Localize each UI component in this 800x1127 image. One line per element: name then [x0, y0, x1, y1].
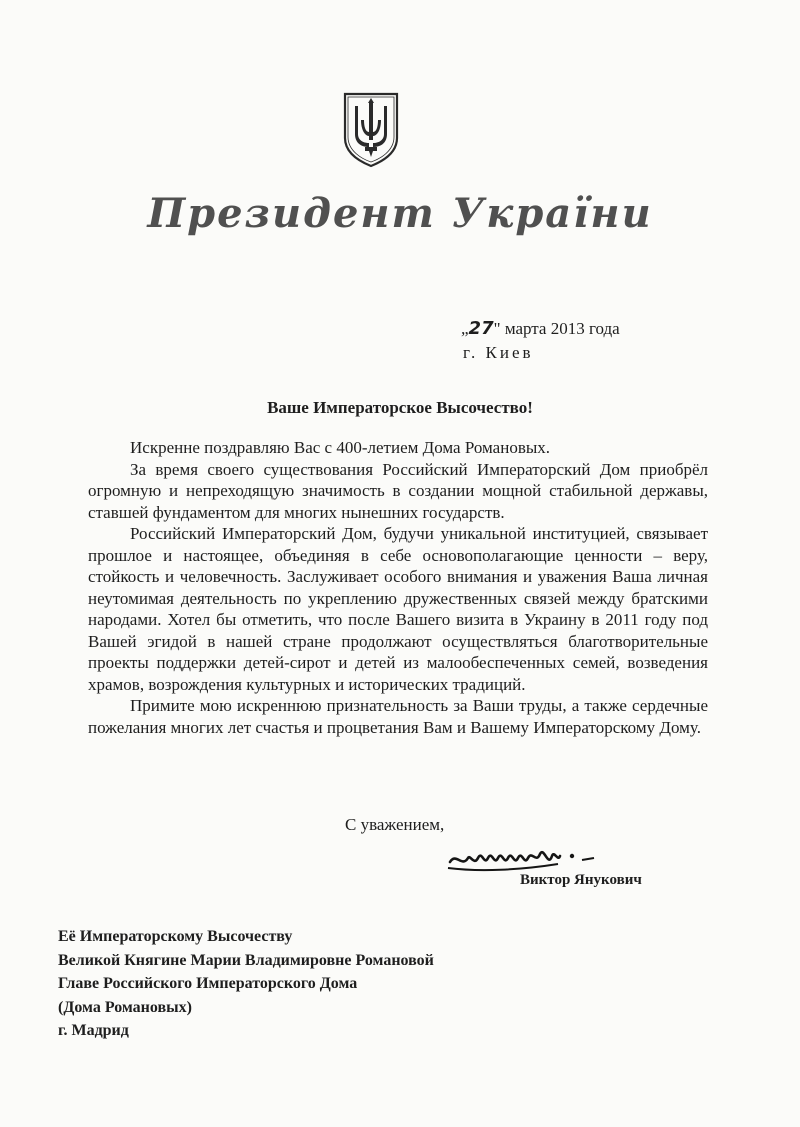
paragraph: Искренне поздравляю Вас с 400-летием Дома Романовых.: [130, 438, 551, 457]
recipient-block: [58, 925, 434, 1043]
recipient-line: г. Мадрид: [58, 1022, 129, 1039]
date-open-quote: „: [461, 319, 469, 338]
date-month-year: марта 2013 года: [504, 319, 620, 338]
letterhead-title: Президент України: [147, 190, 653, 237]
recipient-line: Её Императорскому Высочеству: [58, 928, 293, 945]
signer-name: Виктор Янукович: [520, 872, 642, 888]
date-day: 27: [468, 318, 494, 339]
date-close-quote: ": [493, 319, 501, 338]
closing-phrase: С уважением,: [345, 815, 445, 834]
salutation: Ваше Императорское Высочество!: [267, 398, 533, 417]
letter-date: [461, 318, 620, 339]
letter-city: г. Киев: [463, 343, 534, 362]
letter-body: [88, 437, 708, 738]
paragraph: Российский Императорский Дом, будучи уникальной институцией, связывает прошлое и настоящее, объединяя в себе основополагающие ценности – веру, стойкость и человечность. Заслуживает особого внимания и уважения Ваша личная неутомимая деятельность по укреплению дружественных связей между братскими народами. Хотел бы отметить, что после Вашего визита в Украину в 2011 году под Вашей эгидой в нашей стране продолжают осуществляться благотворительные проекты поддержки детей-сирот и детей из малообеспеченных семей, возведения храмов, возрождения культурных и исторических традиций.: [88, 524, 708, 694]
paragraph: Примите мою искреннюю признательность за Ваши труды, а также сердечные пожелания многих лет счастья и процветания Вам и Вашему Императорскому Дому.: [88, 696, 708, 737]
tryzub-coat-of-arms-icon: [341, 90, 401, 168]
recipient-line: Великой Княгине Марии Владимировне Романовой: [58, 951, 434, 969]
paragraph: За время своего существования Российский Императорский Дом приобрёл огромную и непреходящую значимость в создании мощной стабильной державы, ставшей фундаментом для многих нынешних государств.: [88, 459, 708, 522]
recipient-line: Главе Российского Императорского Дома: [58, 975, 358, 992]
recipient-line: (Дома Романовых): [58, 998, 192, 1016]
